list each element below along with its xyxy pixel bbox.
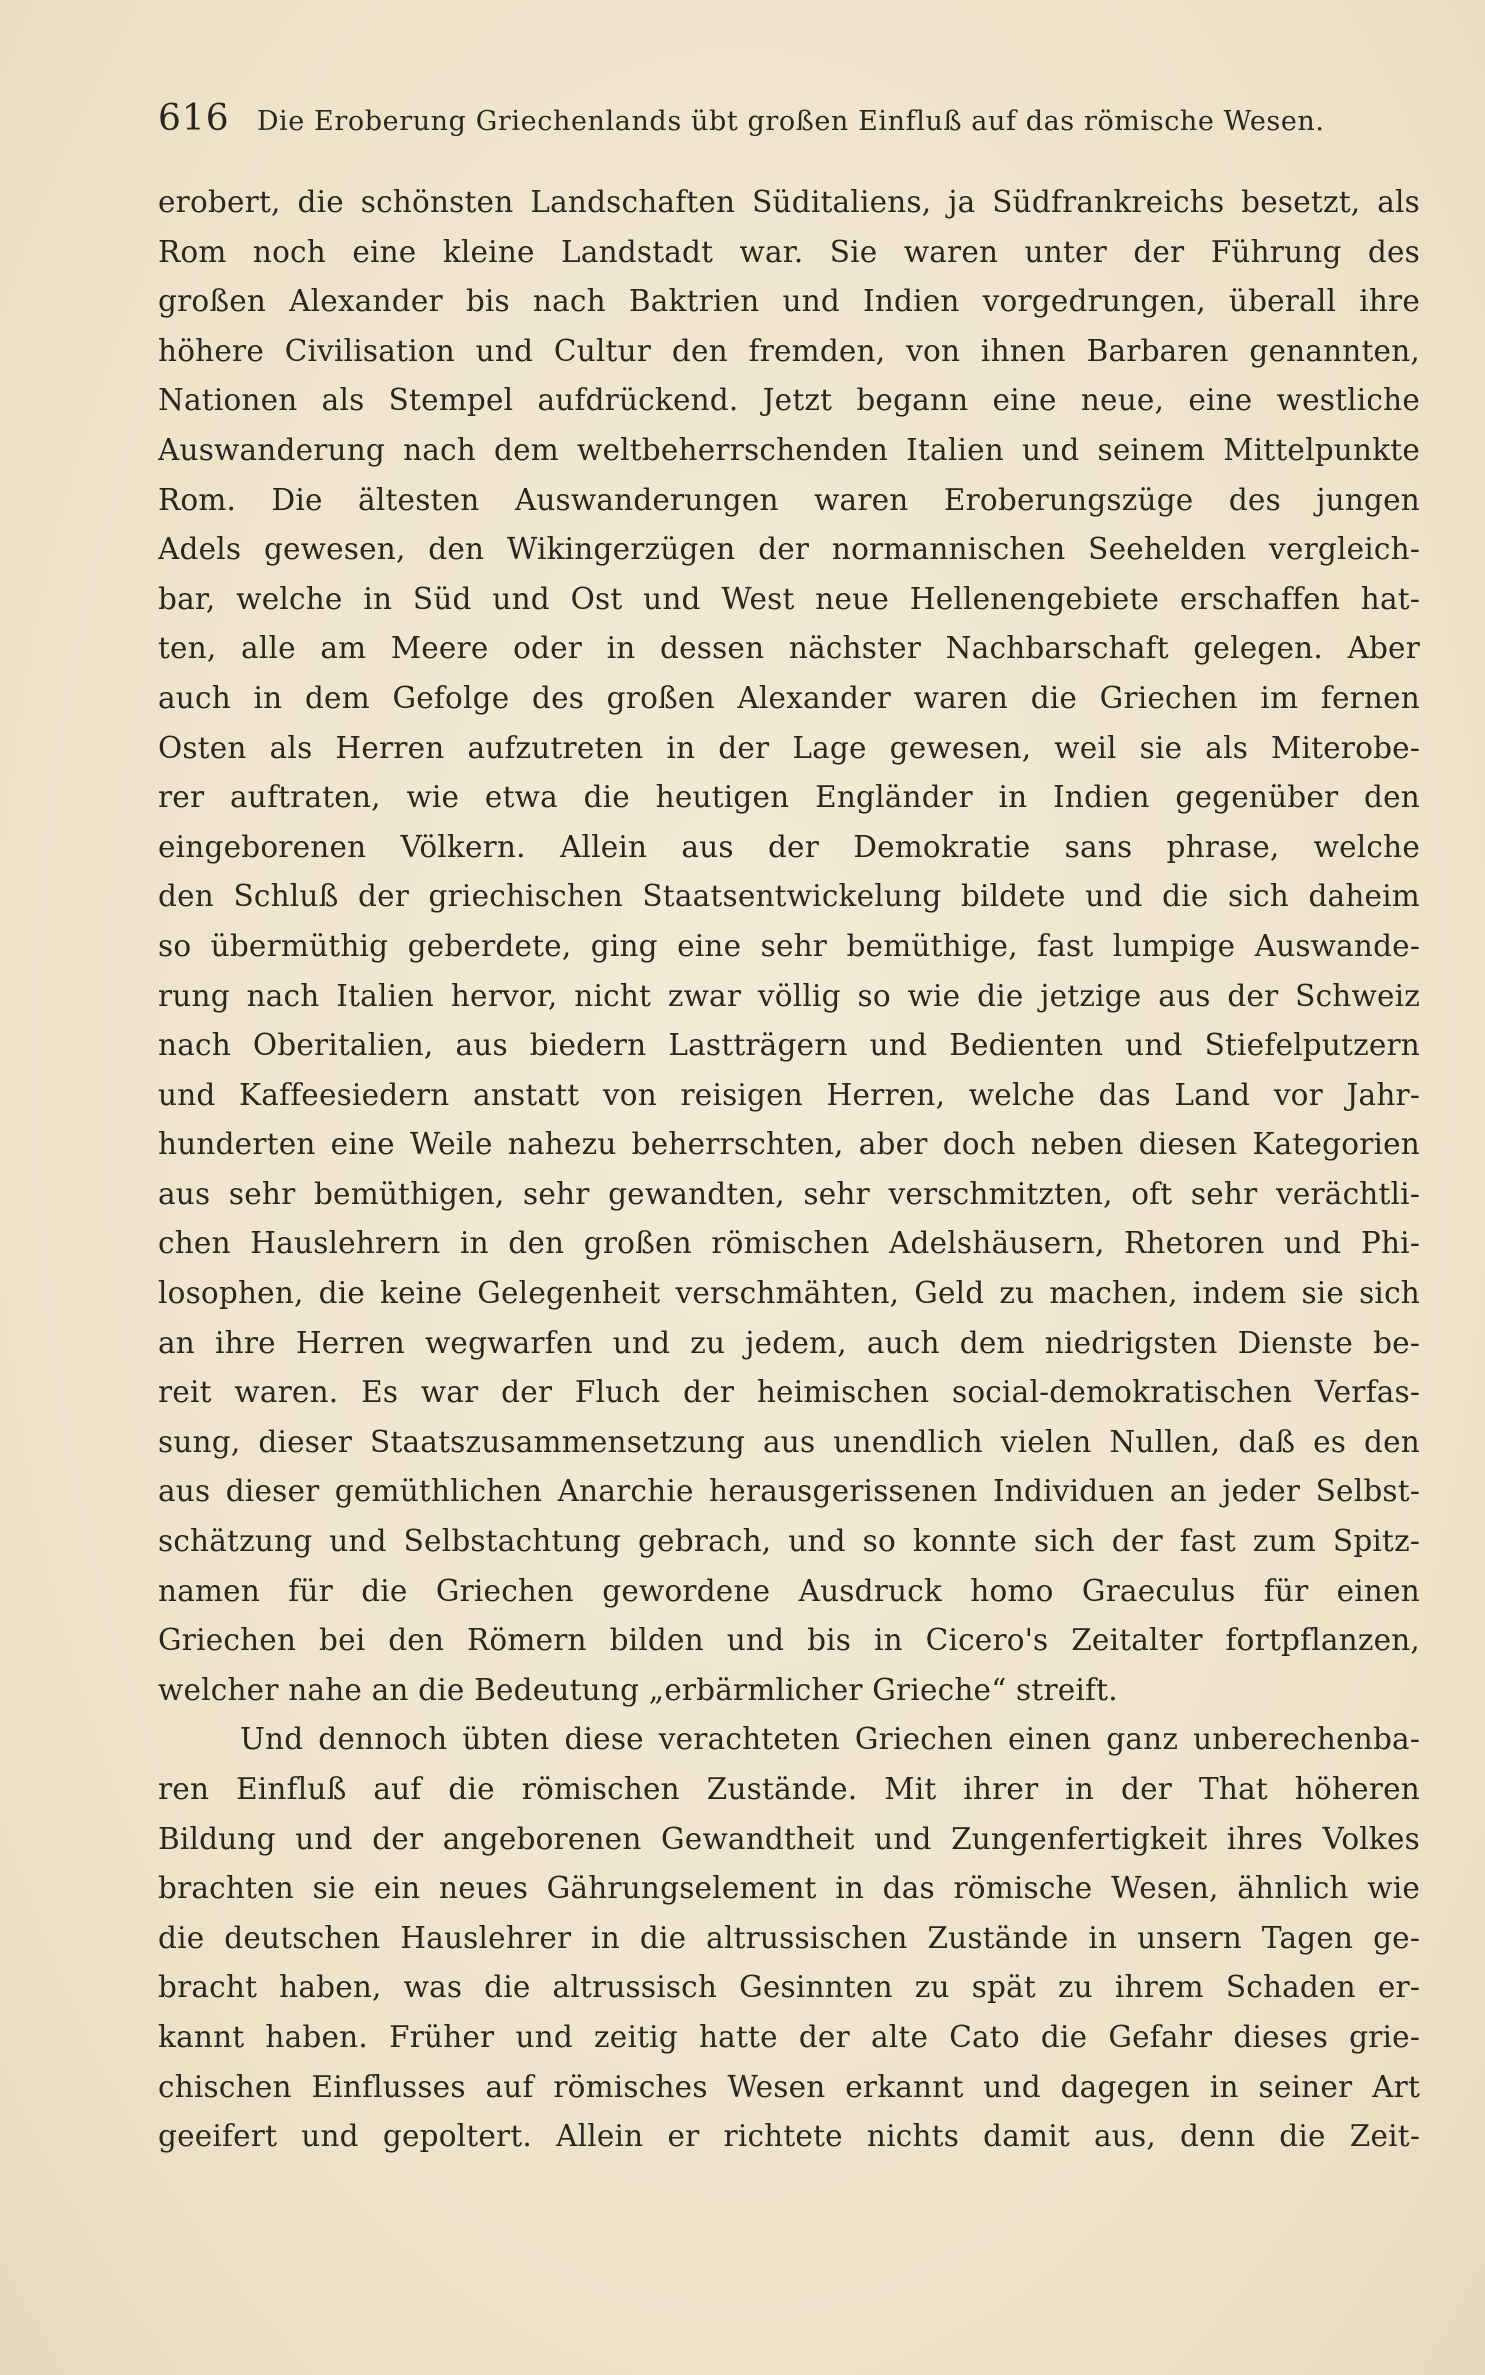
page-header [158, 98, 1358, 150]
text-line: Rom. Die ältesten Auswanderungen waren Eroberungszüge des jungen [158, 482, 1420, 517]
text-line: reit waren. Es war der Fluch der heimischen social-demokratischen Verfas- [158, 1375, 1420, 1410]
text-line: bar, welche in Süd und Ost und West neue Hellenengebiete erschaffen hat- [158, 581, 1420, 616]
text-line: höhere Civilisation und Cultur den fremden, von ihnen Barbaren genannten, [158, 333, 1420, 368]
text-line: kannt haben. Früher und zeitig hatte der alte Cato die Gefahr dieses grie- [158, 2019, 1420, 2054]
paragraph-start-line: Und dennoch übten diese verachteten Griechen einen ganz unberechenba- [240, 1722, 1420, 1757]
text-line: bracht haben, was die altrussisch Gesinnten zu spät zu ihrem Schaden er- [158, 1970, 1420, 2005]
text-line: Bildung und der angeborenen Gewandtheit und Zungenfertigkeit ihres Volkes [158, 1821, 1420, 1856]
text-line: namen für die Griechen gewordene Ausdruck homo Graeculus für einen [158, 1573, 1420, 1608]
text-line: Nationen als Stempel aufdrückend. Jetzt begann eine neue, eine westliche [158, 383, 1420, 418]
text-line: Griechen bei den Römern bilden und bis in Cicero's Zeitalter fortpflanzen, [158, 1623, 1420, 1658]
text-line: erobert, die schönsten Landschaften Süditaliens, ja Südfrankreichs besetzt, als [158, 185, 1420, 219]
text-line: die deutschen Hauslehrer in die altrussischen Zustände in unsern Tagen ge- [158, 1920, 1420, 1955]
text-line: eingeborenen Völkern. Allein aus der Demokratie sans phrase, welche [158, 829, 1420, 864]
text-line: sung, dieser Staatszusammensetzung aus unendlich vielen Nullen, daß es den [158, 1424, 1420, 1459]
body-text [158, 178, 1420, 2162]
text-line: rer auftraten, wie etwa die heutigen Engländer in Indien gegenüber den [158, 780, 1420, 815]
text-line: Adels gewesen, den Wikingerzügen der normannischen Seehelden vergleich- [158, 532, 1420, 567]
text-line: geeifert und gepoltert. Allein er richtete nichts damit aus, denn die Zeit- [158, 2119, 1420, 2154]
paragraph-end-line: welcher nahe an die Bedeutung „erbärmlicher Grieche“ streift. [158, 1672, 1118, 1707]
text-line: schätzung und Selbstachtung gebrach, und so konnte sich der fast zum Spitz- [158, 1524, 1420, 1559]
text-line: ren Einfluß auf die römischen Zustände. Mit ihrer in der That höheren [158, 1772, 1420, 1806]
text-line: den Schluß der griechischen Staatsentwickelung bildete und die sich daheim [158, 879, 1420, 914]
text-line: auch in dem Gefolge des großen Alexander waren die Griechen im fernen [158, 680, 1420, 715]
text-line: aus dieser gemüthlichen Anarchie herausgerissenen Individuen an jeder Selbst- [158, 1474, 1420, 1509]
text-line: brachten sie ein neues Gährungselement in das römische Wesen, ähnlich wie [158, 1871, 1420, 1906]
page-number: 616 [158, 98, 230, 139]
text-line: nach Oberitalien, aus biedern Lastträgern und Bedienten und Stiefelputzern [158, 1028, 1420, 1063]
text-line: ten, alle am Meere oder in dessen nächster Nachbarschaft gelegen. Aber [158, 631, 1420, 666]
text-line: großen Alexander bis nach Baktrien und Indien vorgedrungen, überall ihre [158, 284, 1420, 319]
text-line: an ihre Herren wegwarfen und zu jedem, auch dem niedrigsten Dienste be- [158, 1325, 1420, 1360]
running-head: Die Eroberung Griechenlands übt großen Einfluß auf das römische Wesen. [256, 106, 1325, 137]
text-line: rung nach Italien hervor, nicht zwar völlig so wie die jetzige aus der Schweiz [158, 978, 1420, 1013]
text-line: Rom noch eine kleine Landstadt war. Sie waren unter der Führung des [158, 234, 1420, 269]
text-line: und Kaffeesiedern anstatt von reisigen Herren, welche das Land vor Jahr- [158, 1077, 1420, 1112]
text-line: losophen, die keine Gelegenheit verschmähten, Geld zu machen, indem sie sich [158, 1276, 1420, 1311]
text-line: hunderten eine Weile nahezu beherrschten, aber doch neben diesen Kategorien [158, 1127, 1420, 1162]
text-line: chischen Einflusses auf römisches Wesen erkannt und dagegen in seiner Art [158, 2069, 1420, 2104]
text-line: so übermüthig geberdete, ging eine sehr bemüthige, fast lumpige Auswande- [158, 928, 1420, 963]
text-line: chen Hauslehrern in den großen römischen Adelshäusern, Rhetoren und Phi- [158, 1226, 1420, 1261]
text-line: Auswanderung nach dem weltbeherrschenden Italien und seinem Mittelpunkte [158, 432, 1420, 467]
text-line: Osten als Herren aufzutreten in der Lage gewesen, weil sie als Miterobe- [158, 730, 1420, 765]
text-line: aus sehr bemüthigen, sehr gewandten, sehr verschmitzten, oft sehr verächtli- [158, 1176, 1420, 1211]
